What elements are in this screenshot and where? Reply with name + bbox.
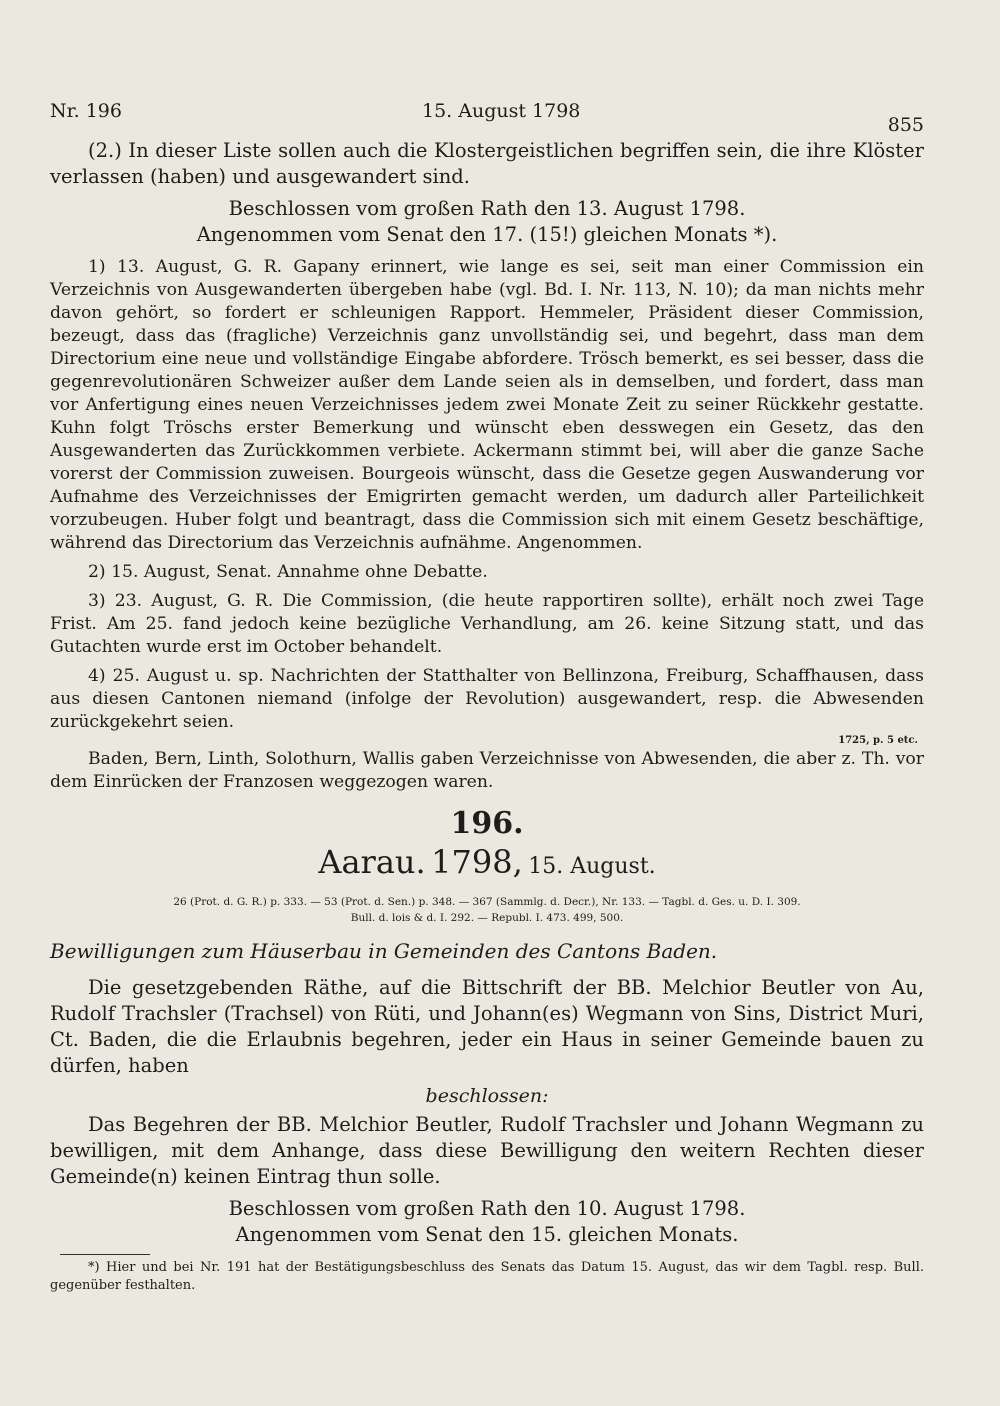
header-number: Nr. 196 <box>50 100 122 122</box>
page-number: 855 <box>887 114 924 136</box>
document-place: Aarau. <box>318 843 426 881</box>
note-4-reference: 1725, p. 5 etc. <box>838 735 918 746</box>
document-intro: Die gesetzgebenden Räthe, auf die Bittschrift der BB. Melchior Beutler von Au, Rudolf Trachsler (Trachsel) von Rüti, und Johann(es) Wegmann von Sins, District Muri, Ct. Baden, die die Erlaubnis begehren, jeder ein Haus in seiner Gemeinde bauen zu dürfen, haben <box>50 976 924 1077</box>
resolved-word: beschlossen: <box>425 1085 549 1107</box>
footnote-rule <box>60 1254 150 1255</box>
document-heading <box>50 842 924 888</box>
document-number: 196. <box>450 806 524 841</box>
footnote: *) Hier und bei Nr. 191 hat der Bestätigungsbeschluss des Senats das Datum 15. August, das wir dem Tagbl. resp. Bull. gegenüber festhalten. <box>50 1260 924 1293</box>
document-date: 15. August. <box>528 854 656 879</box>
note-4: 4) 25. August u. sp. Nachrichten der Statthalter von Bellinzona, Freiburg, Schaffhausen, dass aus diesen Cantonen niemand (infolge der Revolution) ausgewandert, resp. die Abwesenden zurückgekehrt seien. <box>50 666 924 732</box>
note-1: 1) 13. August, G. R. Gapany erinnert, wie lange es sei, seit man einer Commission ein Verzeichnis von Ausgewanderten übergeben habe (vgl. Bd. I. Nr. 113, N. 10); da man nichts mehr davon gehört, so fordert er schleunigen Rapport. Hemmeler, Präsident dieser Commission, bezeugt, dass das (fragliche) Verzeichnis ganz unvollständig sei, und begehrt, dass man dem Directorium eine neue und vollständige Eingabe abfordere. Trösch bemerkt, es sei besser, dass die gegenrevolutionären Schweizer außer dem Lande seien als in demselben, und fordert, dass man vor Anfertigung eines neuen Verzeichnisses jedem zwei Monate Zeit zu seiner Rückkehr gestatte. Kuhn folgt Tröschs erster Bemerkung und wünscht eben desswegen ein Gesetz, das den Ausgewanderten das Zurückkommen verbiete. Ackermann stimmt bei, will aber die ganze Sache vorerst der Commission zuweisen. Bourgeois wünscht, dass die Gesetze gegen Auswanderung vor Aufnahme des Verzeichnisses der Emigrirten gemacht werden, um dadurch aller Parteilichkeit vorzubeugen. Huber folgt und beantragt, dass die Commission sich mit einem Gesetz beschäftige, während das Directorium das Verzeichnis aufnähme. Angenommen. <box>50 257 924 553</box>
note-3: 3) 23. August, G. R. Die Commission, (die heute rapportiren sollte), erhält noch zwei Tage Frist. Am 25. fand jedoch keine bezügliche Verhandlung, am 26. keine Sitzung statt, und das Gutachten wurde erst im October behandelt. <box>50 591 924 657</box>
resolution-line-2: Beschlossen vom großen Rath den 10. August 1798. <box>228 1197 746 1220</box>
document-title: Bewilligungen zum Häuserbau in Gemeinden des Cantons Baden. <box>50 939 718 963</box>
references-line-1: 26 (Prot. d. G. R.) p. 333. — 53 (Prot. d. Sen.) p. 348. — 367 (Sammlg. d. Decr.), Nr. 133. — Tagbl. d. Ges. u. D. I. 309. <box>173 896 801 908</box>
note-5: Baden, Bern, Linth, Solothurn, Wallis gaben Verzeichnisse von Abwesenden, die aber z. Th. vor dem Einrücken der Franzosen weggezogen waren. <box>50 749 924 792</box>
source-references <box>50 894 924 926</box>
document-decision: Das Begehren der BB. Melchior Beutler, Rudolf Trachsler und Johann Wegmann zu bewilligen, mit dem Anhange, dass diese Bewilligung den weitern Rechten dieser Gemeinde(n) keinen Eintrag thun solle. <box>50 1113 924 1188</box>
acceptance-line: Angenommen vom Senat den 17. (15!) gleichen Monats *). <box>196 223 778 246</box>
page-header <box>50 100 924 136</box>
paragraph-continuation: (2.) In dieser Liste sollen auch die Klostergeistlichen begriffen sein, die ihre Klöster verlassen (haben) und ausgewandert sind. <box>50 139 924 188</box>
references-line-2: Bull. d. lois & d. I. 292. — Republ. I. 473. 499, 500. <box>350 912 624 924</box>
page-body <box>50 138 924 1301</box>
header-date: 15. August 1798 <box>422 100 581 122</box>
resolution-line: Beschlossen vom großen Rath den 13. August 1798. <box>228 197 746 220</box>
document-year: 1798, <box>431 843 523 881</box>
acceptance-line-2: Angenommen vom Senat den 15. gleichen Monats. <box>235 1223 739 1246</box>
note-2: 2) 15. August, Senat. Annahme ohne Debatte. <box>88 562 488 582</box>
